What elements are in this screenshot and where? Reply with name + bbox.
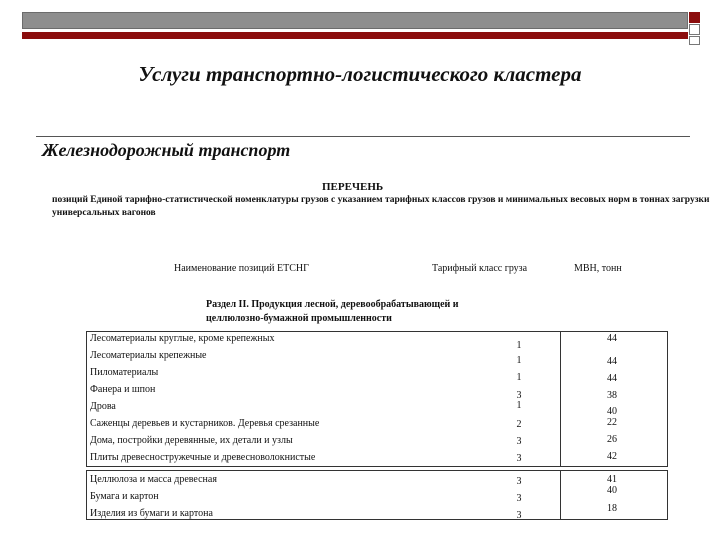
table-divider-2 xyxy=(560,470,561,520)
row-name: Пиломатериалы xyxy=(90,367,159,378)
title-divider xyxy=(36,136,690,137)
slide-subtitle: Железнодорожный транспорт xyxy=(42,140,291,160)
section-title-line-1: Раздел II. Продукция лесной, деревообрабатывающей и xyxy=(206,299,459,310)
row-name: Лесоматериалы круглые, кроме крепежных xyxy=(90,333,275,344)
corner-white-square-small xyxy=(689,36,700,45)
column-header-mbn: МВН, тонн xyxy=(574,263,622,274)
column-header-class: Тарифный класс груза xyxy=(432,263,528,274)
row-name: Дрова xyxy=(90,401,116,412)
corner-red-square xyxy=(689,12,700,23)
row-class: 3 xyxy=(516,510,522,521)
list-description: позиций Единой тарифно-статистической номенклатуры грузов с указанием тарифных классов грузов и минимальных весовых норм в тоннах загрузки универсальных вагонов xyxy=(52,195,710,218)
row-class: 3 xyxy=(516,453,522,464)
row-class: 2 xyxy=(516,419,522,430)
row-class: 3 xyxy=(516,390,522,401)
section-title xyxy=(206,298,459,326)
row-name: Бумага и картон xyxy=(90,491,159,502)
slide-title: Услуги транспортно-логистического кластера xyxy=(138,62,582,86)
row-name: Лесоматериалы крепежные xyxy=(90,350,207,361)
row-mbn: 40 xyxy=(607,406,617,417)
row-class: 3 xyxy=(516,476,522,487)
row-mbn: 22 xyxy=(607,417,617,428)
list-title: ПЕРЕЧЕНЬ xyxy=(322,181,384,193)
row-name: Целлюлоза и масса древесная xyxy=(90,474,217,485)
row-mbn: 26 xyxy=(607,434,617,445)
top-gray-bar xyxy=(22,12,688,29)
table-divider-1 xyxy=(560,331,561,467)
row-class: 3 xyxy=(516,436,522,447)
top-red-bar xyxy=(22,32,688,39)
row-name: Саженцы деревьев и кустарников. Деревья срезанные xyxy=(90,418,320,429)
corner-white-square xyxy=(689,24,700,35)
row-mbn: 18 xyxy=(607,503,617,514)
row-class: 1 xyxy=(516,355,522,366)
row-class: 1 xyxy=(516,372,522,383)
row-mbn: 44 xyxy=(607,333,617,344)
row-name: Дома, постройки деревянные, их детали и узлы xyxy=(90,435,293,446)
row-mbn: 40 xyxy=(607,485,617,496)
column-header-name: Наименование позиций ЕТСНГ xyxy=(174,263,309,274)
row-name: Изделия из бумаги и картона xyxy=(90,508,213,519)
row-class: 1 xyxy=(516,340,522,351)
row-class: 1 xyxy=(516,400,522,411)
row-mbn: 41 xyxy=(607,474,617,485)
row-mbn: 42 xyxy=(607,451,617,462)
row-mbn: 38 xyxy=(607,390,617,401)
row-name: Плиты древесностружечные и древесноволокнистые xyxy=(90,452,316,463)
row-mbn: 44 xyxy=(607,356,617,367)
row-class: 3 xyxy=(516,493,522,504)
row-name: Фанера и шпон xyxy=(90,384,156,395)
section-title-line-2: целлюлозно-бумажной промышленности xyxy=(206,313,392,324)
row-mbn: 44 xyxy=(607,373,617,384)
